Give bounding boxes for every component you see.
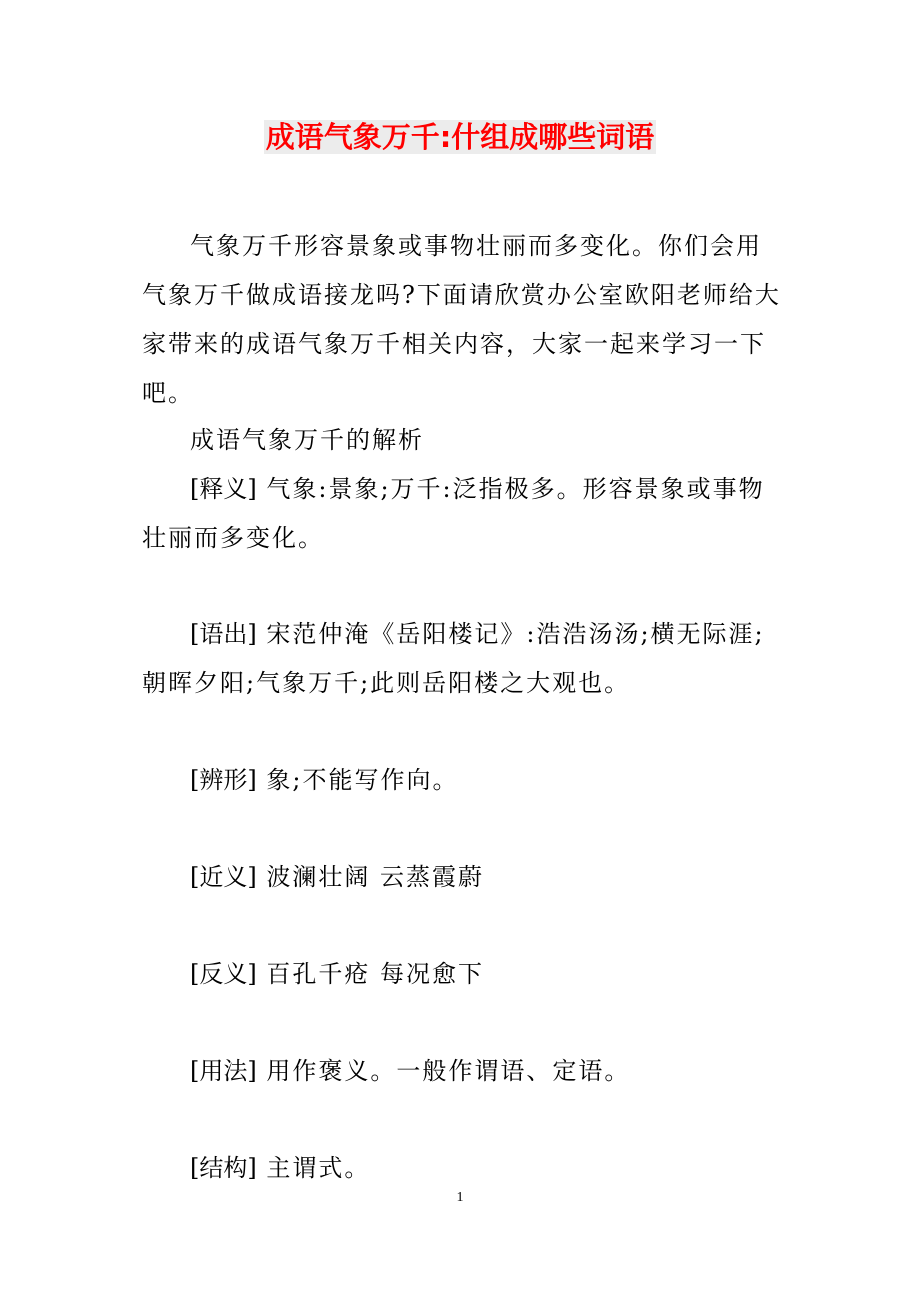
entry-text: 宋范仲淹《岳阳楼记》:浩浩汤汤;横无际涯;朝晖夕阳;气象万千;此则岳阳楼之大观也。 [142, 620, 765, 697]
section-heading: 成语气象万千的解析 [190, 426, 424, 454]
entry-tag: [辨形] [190, 766, 257, 794]
entry-yuchu [142, 610, 784, 708]
document-title [0, 117, 920, 157]
entry-jinyi [190, 853, 484, 902]
page-number: 1 [456, 1190, 464, 1205]
entry-text: 气象:景象;万千:泛指极多。形容景象或事物壮丽而多变化。 [142, 475, 765, 552]
entry-shiyi [142, 465, 784, 563]
title-text: 成语气象万千:什组成哪些词语 [265, 120, 655, 154]
entry-tag: [近义] [190, 863, 257, 891]
entry-fanyi [190, 950, 484, 999]
entry-text: 用作褒义。一般作谓语、定语。 [266, 1057, 631, 1085]
entry-text: 波澜壮阔 云蒸霞蔚 [266, 863, 485, 891]
entry-text: 主谓式。 [266, 1154, 371, 1182]
entry-tag: [反义] [190, 960, 257, 988]
entry-text: 象;不能写作向。 [266, 766, 459, 794]
entry-bianxing [190, 756, 458, 805]
entry-jiegou [190, 1144, 370, 1193]
entry-text: 百孔千疮 每况愈下 [266, 960, 485, 988]
intro-paragraph: 气象万千形容景象或事物壮丽而多变化。你们会用气象万千做成语接龙吗?下面请欣赏办公室欧阳老师给大家带来的成语气象万千相关内容，大家一起来学习一下吧。 [142, 232, 781, 407]
entry-tag: [结构] [190, 1154, 257, 1182]
entry-tag: [用法] [190, 1057, 257, 1085]
entry-yongfa [190, 1047, 630, 1096]
entry-tag: [释义] [190, 475, 257, 503]
entry-tag: [语出] [190, 620, 257, 648]
